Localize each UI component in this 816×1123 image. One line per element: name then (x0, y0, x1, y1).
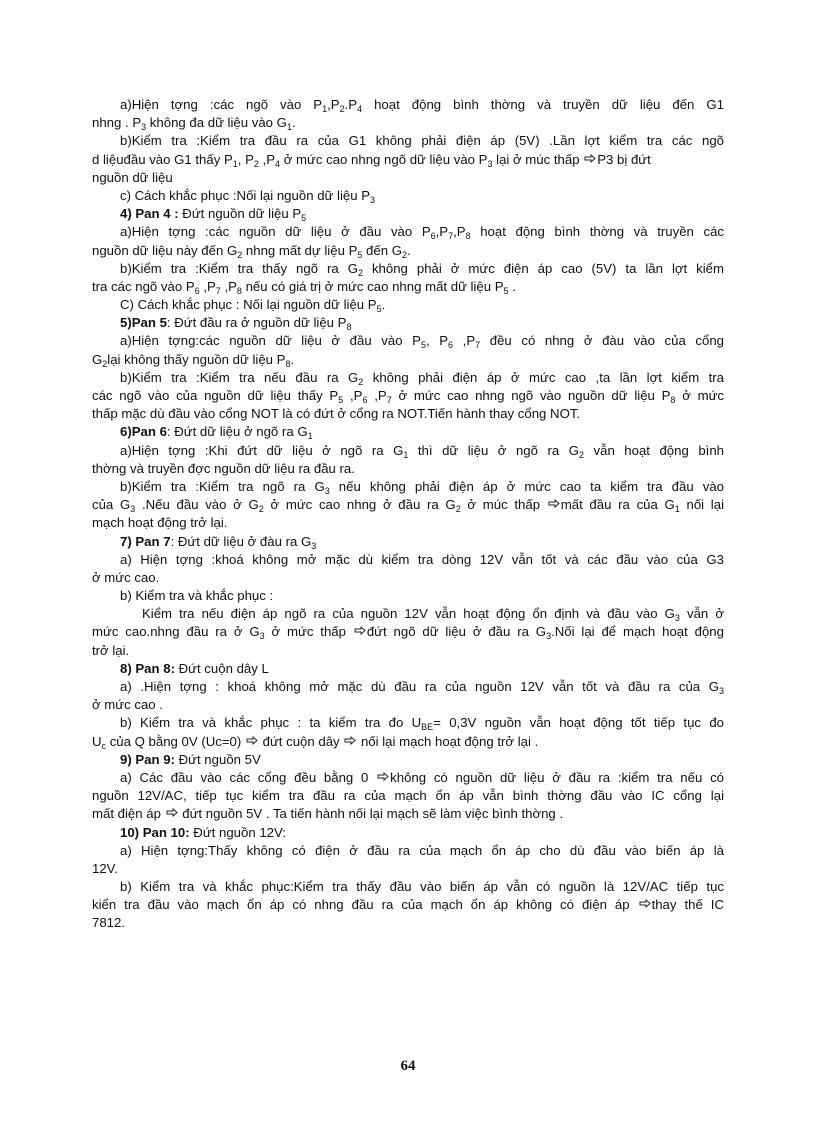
text-line: a)Hiện tợng:các nguồn dữ liệu ở đầu vào $P_5$, $P_6$ $,P_7$ đều có nhng ở đàu vào của cổng (120, 333, 725, 351)
section-heading: 8) Pan 8: Đứt cuộn dây L (120, 660, 269, 676)
arrow-icon (166, 808, 178, 817)
arrow-icon (584, 154, 596, 163)
text-line: b)Kiểm tra :Kiểm tra ngõ ra $G_3$ nếu không phải điện áp ở mức cao ta kiểm tra đầu vào (120, 478, 724, 496)
section-heading-label: 9) Pan 9: (120, 751, 175, 767)
text-line: b) Kiểm tra và khắc phục : (120, 588, 274, 604)
text-line: $U_c$ của Q bằng 0V (Uc=0) đứt cuộn dây nối lại mạch hoạt động trở lại . (92, 733, 539, 751)
text-line: Kiểm tra nếu điện áp ngõ ra của nguồn 12V vẫn hoạt động ổn định và đầu vào $G_3$ vẫn ở (142, 606, 724, 624)
text-line: a) Hiện tợng :khoá không mở mặc dù kiểm tra dòng 12V vẫn tốt và các đầu vào của G3 (120, 551, 724, 567)
section-heading: 6)Pan 6: Đứt dữ liệu ở ngõ ra $G_1$ (120, 424, 313, 442)
section-heading: 9) Pan 9: Đứt nguồn 5V (120, 751, 261, 767)
section-heading: 7) Pan 7: Đứt dữ liệu ở đàu ra $G_3$ (120, 533, 317, 551)
page-number: 64 (400, 1058, 416, 1074)
text-line: C) Cách khắc phục : Nối lại nguồn dữ liệu $P_5$. (120, 297, 386, 315)
text-line: a) .Hiện tợng : khoá không mở mặc dù đầu ra của nguồn 12V vẫn tốt và đầu ra của $G_3$ (120, 679, 724, 696)
text-line: b) Kiểm tra và khắc phục : ta kiểm tra đo $U_{BE}= 0,3V$ nguồn vẫn hoạt động tốt tiếp tục đo (120, 715, 724, 733)
text-line: a)Hiện tợng :các nguồn dữ liệu ở đầu vào $P_6,P_7,P_8$ hoạt động bình thờng và truyền các (120, 224, 725, 242)
text-line: tra các ngõ vào $P_6$ $,P_7$ $,P_8$ nếu có giá trị ở mức cao nhng mất dữ liệu $P_5$ . (92, 278, 516, 296)
text-line: b) Kiểm tra và khắc phục:Kiểm tra thấy đầu vào biến áp vẫn có nguồn là 12V/AC tiếp tục (120, 879, 724, 895)
section-heading-label: 6)Pan 6 (120, 424, 167, 440)
section-heading: 4) Pan 4 : Đứt nguồn dữ liệu $P_5$ (120, 206, 307, 224)
document-body (92, 96, 724, 933)
text-line: d liệuđầu vào G1 thấy $P_1$, $P_2$ $,P_4$ ở mức cao nhng ngõ dữ liệu vào $P_3$ lại ở múc thấp P3 bị đứt (92, 151, 651, 169)
text-line: b)Kiểm tra :Kiểm tra thấy ngõ ra $G_2$ không phải ở mức điện áp cao (5V) ta lần lợt kiểm (120, 260, 724, 278)
text-line: 7812. (92, 915, 126, 931)
section-heading: 5)Pan 5: Đứt đầu ra ở nguồn dữ liệu $P_8$ (120, 315, 352, 333)
arrow-icon (548, 499, 560, 508)
text-line: các ngõ vào của nguồn dữ liệu thấy $P_5$ $,P_6$ $,P_7$ ở mức cao nhng ngõ vào nguồn dữ liệu $P_8$ ở mức (92, 388, 725, 405)
section-heading-label: 4) Pan 4 : (120, 206, 179, 222)
text-line: a) Các đầu vào các cổng đều bằng 0 không có nguồn dữ liệu ở đầu ra :kiểm tra nếu có (120, 769, 724, 785)
arrow-icon (354, 626, 366, 635)
section-heading-label: 5)Pan 5 (120, 315, 167, 331)
text-line: nguồn dữ liệu (92, 169, 173, 185)
text-line: b)Kiểm tra :Kiểm tra đầu ra của G1 không phải điện áp (5V) .Lần lợt kiểm tra các ngõ (120, 133, 724, 149)
arrow-icon (246, 736, 258, 745)
section-heading: 10) Pan 10: Đứt nguồn 12V: (120, 824, 286, 840)
text-line: nguồn dữ liệu này đến $G_2$ nhng mất dự liệu $P_5$ đến $G_2$. (92, 242, 411, 260)
text-line: của $G_3$ .Nếu đầu vào ở $G_2$ ở mức cao nhng ở đầu ra $G_2$ ở múc thấp mất đầu ra của $G_1$ nối lại (92, 497, 725, 515)
text-line: 12V. (92, 860, 118, 876)
arrow-icon (377, 772, 389, 781)
arrow-icon (344, 736, 356, 745)
text-line: thấp mặc dù đầu vào cổng NOT là có đứt ở cổng ra NOT.Tiến hành thay cổng NOT. (92, 406, 581, 422)
text-line: kiển tra đầu vào mạch ổn áp có nhng đầu ra của mạch ổn áp không có điện áp thay thế IC (92, 897, 724, 913)
text-line: mức cao.nhng đầu ra ở $G_3$ ở mức thấp đứt ngõ dữ liệu ở đầu ra $G_3.Nối$ lại để mạch hoạt động (92, 624, 724, 642)
text-line: a) Hiện tợng:Thấy không có điện ở đầu ra của mạch ổn áp cho dù đầu vào biến áp là (120, 842, 724, 858)
text-line: ở mức cao. (92, 569, 160, 585)
text-line: c) Cách khắc phục :Nối lại nguồn dữ liệu $P_3$ (120, 187, 376, 205)
section-heading-label: 10) Pan 10: (120, 824, 190, 840)
section-heading-label: 8) Pan 8: (120, 660, 175, 676)
text-line: nhng . $P_3$ không đa dữ liệu vào $G_1$. (92, 115, 296, 133)
text-line: a)Hiện tợng :các ngõ vào $P_1,P_2.P_4$ hoạt động bình thờng và truyền dữ liệu đến G1 (120, 97, 724, 114)
text-line: ở mức cao . (92, 697, 163, 713)
text-line: nguồn 12V/AC, tiếp tục kiểm tra đầu ra của mạch ổn áp vẫn bình thờng đầu vào IC cổng lại (92, 788, 724, 804)
arrow-icon (639, 899, 651, 908)
text-line: trở lại. (92, 642, 130, 658)
text-line: a)Hiện tợng :Khi đứt dữ liệu ở ngõ ra $G_1$ thì dữ liệu ở ngõ ra $G_2$ vẫn hoạt động bình (120, 442, 724, 460)
text-line: thờng và truyền đợc nguồn dữ liệu ra đầu ra. (92, 460, 355, 476)
section-heading-label: 7) Pan 7 (120, 533, 171, 549)
text-line: mạch hoạt động trở lại. (92, 515, 228, 531)
text-line: mất điện áp đứt nguồn 5V . Ta tiến hành nối lại mạch sẽ làm việc bình thờng . (92, 806, 564, 822)
text-line: b)Kiểm tra :Kiểm tra nếu đầu ra $G_2$ không phải điện áp ở mức cao ,ta lần lợt kiểm tra (120, 369, 724, 387)
text-line: $G_2lại$ không thấy nguồn dữ liệu $P_8$. (92, 351, 295, 369)
